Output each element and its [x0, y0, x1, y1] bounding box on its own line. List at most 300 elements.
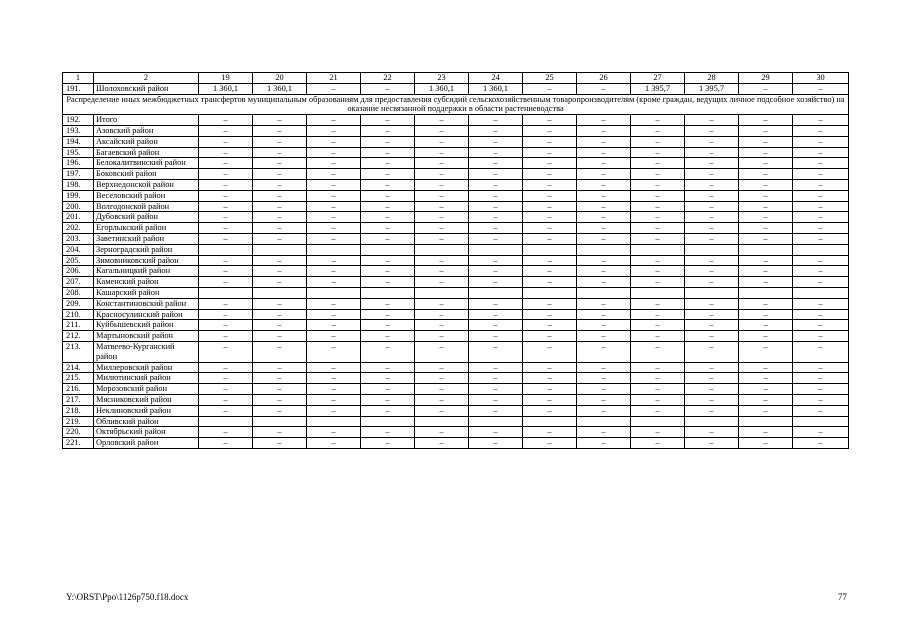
value-cell: –	[307, 394, 361, 405]
value-cell: –	[199, 384, 253, 395]
value-cell: –	[631, 136, 685, 147]
value-cell: –	[739, 384, 793, 395]
value-cell	[523, 287, 577, 298]
value-cell: –	[307, 147, 361, 158]
row-number: 219.	[63, 416, 94, 427]
value-cell: –	[577, 179, 631, 190]
value-cell: –	[631, 255, 685, 266]
value-cell	[685, 287, 739, 298]
value-cell: –	[631, 405, 685, 416]
row-number: 216.	[63, 384, 94, 395]
value-cell	[469, 244, 523, 255]
value-cell: –	[253, 147, 307, 158]
value-cell: –	[361, 233, 415, 244]
value-cell: –	[469, 190, 523, 201]
district-name: Мартыновский район	[94, 331, 199, 342]
row-number: 198.	[63, 179, 94, 190]
table-row	[63, 287, 849, 298]
value-cell: –	[577, 147, 631, 158]
value-cell: –	[739, 277, 793, 288]
value-cell: –	[685, 341, 739, 362]
header-cell: 29	[739, 73, 793, 84]
value-cell: –	[577, 233, 631, 244]
value-cell: –	[307, 190, 361, 201]
row-number: 200.	[63, 201, 94, 212]
value-cell: –	[739, 169, 793, 180]
value-cell: –	[307, 298, 361, 309]
value-cell: –	[253, 331, 307, 342]
value-cell: –	[577, 394, 631, 405]
table-row	[63, 115, 849, 126]
value-cell: –	[253, 373, 307, 384]
value-cell: –	[199, 115, 253, 126]
value-cell: –	[577, 320, 631, 331]
row-number: 205.	[63, 255, 94, 266]
value-cell	[577, 416, 631, 427]
district-name: Шолоховский район	[94, 83, 199, 94]
table-row	[63, 298, 849, 309]
value-cell	[199, 287, 253, 298]
row-number: 217.	[63, 394, 94, 405]
value-cell: –	[739, 427, 793, 438]
row-number: 209.	[63, 298, 94, 309]
value-cell: –	[739, 125, 793, 136]
value-cell: –	[307, 427, 361, 438]
value-cell: –	[307, 136, 361, 147]
district-name: Зерноградский район	[94, 244, 199, 255]
value-cell: –	[469, 384, 523, 395]
table-row	[63, 320, 849, 331]
value-cell: –	[199, 212, 253, 223]
value-cell: –	[739, 255, 793, 266]
value-cell: –	[793, 341, 849, 362]
value-cell: –	[415, 320, 469, 331]
value-cell: –	[415, 201, 469, 212]
value-cell: –	[307, 341, 361, 362]
value-cell	[361, 244, 415, 255]
value-cell: –	[685, 277, 739, 288]
value-cell: –	[415, 362, 469, 373]
value-cell: –	[199, 201, 253, 212]
value-cell: –	[793, 233, 849, 244]
table-row	[63, 309, 849, 320]
value-cell: –	[631, 201, 685, 212]
value-cell: –	[361, 201, 415, 212]
row-number: 213.	[63, 341, 94, 362]
value-cell	[523, 416, 577, 427]
header-cell: 19	[199, 73, 253, 84]
section-title: Распределение иных межбюджетных трансфертов муниципальным образованиям для предоставления субсидий сельскохозяйственным товаропроизводителям (кроме граждан, ведущих личное подсобное хозяйство) на оказание несвязанной поддержки в области растениеводства	[63, 94, 849, 115]
row-number: 221.	[63, 438, 94, 449]
value-cell: –	[469, 158, 523, 169]
header-cell: 22	[361, 73, 415, 84]
value-cell: –	[469, 373, 523, 384]
value-cell: –	[361, 405, 415, 416]
value-cell: –	[631, 298, 685, 309]
value-cell	[793, 416, 849, 427]
value-cell: –	[739, 438, 793, 449]
value-cell: –	[307, 438, 361, 449]
value-cell: –	[523, 341, 577, 362]
value-cell: –	[307, 169, 361, 180]
table-row	[63, 190, 849, 201]
table-row	[63, 169, 849, 180]
value-cell: –	[793, 266, 849, 277]
value-cell: –	[577, 373, 631, 384]
value-cell: –	[307, 125, 361, 136]
value-cell: –	[793, 115, 849, 126]
value-cell	[199, 416, 253, 427]
value-cell	[631, 416, 685, 427]
district-name: Азовский район	[94, 125, 199, 136]
value-cell: –	[307, 201, 361, 212]
value-cell: –	[739, 320, 793, 331]
value-cell: –	[739, 405, 793, 416]
value-cell: –	[685, 223, 739, 234]
row-number: 211.	[63, 320, 94, 331]
table-row	[63, 83, 849, 94]
value-cell: 1 360,1	[253, 83, 307, 94]
value-cell: –	[685, 427, 739, 438]
value-cell: –	[577, 223, 631, 234]
district-name: Мясниковский район	[94, 394, 199, 405]
value-cell: –	[577, 384, 631, 395]
value-cell: –	[793, 427, 849, 438]
value-cell: –	[253, 298, 307, 309]
value-cell: –	[307, 277, 361, 288]
value-cell: –	[253, 341, 307, 362]
value-cell: –	[685, 266, 739, 277]
value-cell: –	[523, 298, 577, 309]
row-number: 208.	[63, 287, 94, 298]
district-name: Багаевский район	[94, 147, 199, 158]
value-cell: –	[685, 201, 739, 212]
value-cell: –	[469, 169, 523, 180]
value-cell: –	[523, 158, 577, 169]
header-cell: 26	[577, 73, 631, 84]
value-cell	[253, 287, 307, 298]
district-name: Обливский район	[94, 416, 199, 427]
district-name: Милютинский район	[94, 373, 199, 384]
district-name: Итого	[94, 115, 199, 126]
value-cell: –	[793, 147, 849, 158]
value-cell: –	[739, 394, 793, 405]
value-cell: –	[523, 309, 577, 320]
value-cell: –	[199, 233, 253, 244]
value-cell: –	[685, 394, 739, 405]
row-number: 212.	[63, 331, 94, 342]
value-cell: –	[793, 169, 849, 180]
header-cell: 24	[469, 73, 523, 84]
value-cell	[415, 287, 469, 298]
value-cell: –	[469, 331, 523, 342]
value-cell: –	[253, 190, 307, 201]
value-cell: –	[253, 212, 307, 223]
value-cell: –	[523, 201, 577, 212]
value-cell: –	[685, 179, 739, 190]
value-cell: –	[469, 255, 523, 266]
value-cell: –	[307, 309, 361, 320]
row-number: 204.	[63, 244, 94, 255]
section-row	[63, 94, 849, 115]
value-cell	[685, 244, 739, 255]
value-cell: –	[469, 147, 523, 158]
value-cell: –	[685, 136, 739, 147]
value-cell: –	[631, 384, 685, 395]
value-cell: –	[415, 384, 469, 395]
value-cell: –	[199, 169, 253, 180]
value-cell: –	[361, 212, 415, 223]
value-cell: –	[685, 158, 739, 169]
value-cell: –	[415, 233, 469, 244]
value-cell: –	[685, 362, 739, 373]
value-cell: –	[307, 362, 361, 373]
value-cell: –	[685, 373, 739, 384]
value-cell: 1 395,7	[685, 83, 739, 94]
row-number: 206.	[63, 266, 94, 277]
value-cell: –	[793, 125, 849, 136]
value-cell	[307, 244, 361, 255]
value-cell: –	[199, 362, 253, 373]
district-name: Волгодонской район	[94, 201, 199, 212]
value-cell: –	[361, 169, 415, 180]
value-cell: –	[793, 190, 849, 201]
value-cell: –	[361, 115, 415, 126]
value-cell: –	[523, 438, 577, 449]
value-cell: –	[253, 384, 307, 395]
header-cell: 2	[94, 73, 199, 84]
table-row	[63, 179, 849, 190]
value-cell: –	[577, 277, 631, 288]
row-number: 193.	[63, 125, 94, 136]
value-cell: –	[523, 277, 577, 288]
value-cell: –	[523, 125, 577, 136]
value-cell: –	[793, 158, 849, 169]
value-cell: –	[577, 438, 631, 449]
table-row	[63, 362, 849, 373]
value-cell: –	[415, 427, 469, 438]
header-cell: 30	[793, 73, 849, 84]
value-cell: –	[631, 233, 685, 244]
table-row	[63, 438, 849, 449]
row-number: 196.	[63, 158, 94, 169]
footer-file-path: Y:\ORST\Ppo\1126p750.f18.docx	[66, 592, 189, 602]
header-cell: 1	[63, 73, 94, 84]
value-cell: –	[199, 147, 253, 158]
value-cell: –	[577, 266, 631, 277]
value-cell: –	[739, 179, 793, 190]
table-row	[63, 201, 849, 212]
value-cell: –	[523, 405, 577, 416]
value-cell: –	[523, 212, 577, 223]
value-cell: –	[685, 298, 739, 309]
header-cell: 27	[631, 73, 685, 84]
value-cell: –	[415, 115, 469, 126]
value-cell: –	[523, 83, 577, 94]
value-cell: –	[199, 373, 253, 384]
value-cell: –	[793, 373, 849, 384]
district-name: Кагальницкий район	[94, 266, 199, 277]
value-cell	[307, 416, 361, 427]
district-name: Миллеровский район	[94, 362, 199, 373]
value-cell: –	[253, 427, 307, 438]
value-cell: –	[577, 201, 631, 212]
table-row	[63, 158, 849, 169]
header-cell: 23	[415, 73, 469, 84]
value-cell: –	[199, 266, 253, 277]
value-cell: –	[631, 373, 685, 384]
table-row	[63, 125, 849, 136]
value-cell: –	[415, 125, 469, 136]
value-cell: –	[577, 115, 631, 126]
district-name: Матвеево-Курганский район	[94, 341, 199, 362]
value-cell: –	[631, 277, 685, 288]
value-cell: –	[685, 405, 739, 416]
value-cell: –	[361, 331, 415, 342]
value-cell: –	[523, 320, 577, 331]
value-cell: –	[631, 223, 685, 234]
value-cell: –	[199, 438, 253, 449]
value-cell: –	[361, 373, 415, 384]
value-cell: –	[577, 255, 631, 266]
value-cell: –	[685, 147, 739, 158]
value-cell: –	[577, 212, 631, 223]
value-cell: –	[253, 136, 307, 147]
value-cell	[631, 244, 685, 255]
value-cell: 1 395,7	[631, 83, 685, 94]
value-cell: –	[253, 115, 307, 126]
value-cell: –	[577, 405, 631, 416]
value-cell: –	[415, 212, 469, 223]
value-cell: –	[739, 309, 793, 320]
value-cell: –	[199, 298, 253, 309]
value-cell: –	[631, 427, 685, 438]
row-number: 199.	[63, 190, 94, 201]
header-row	[63, 73, 849, 84]
value-cell: –	[199, 125, 253, 136]
header-cell: 20	[253, 73, 307, 84]
value-cell: –	[253, 362, 307, 373]
value-cell: –	[793, 83, 849, 94]
value-cell	[577, 287, 631, 298]
value-cell: –	[199, 394, 253, 405]
value-cell: –	[793, 331, 849, 342]
value-cell: –	[307, 83, 361, 94]
value-cell: –	[793, 277, 849, 288]
value-cell: –	[469, 405, 523, 416]
value-cell: –	[253, 223, 307, 234]
value-cell	[685, 416, 739, 427]
value-cell: –	[415, 438, 469, 449]
value-cell: –	[739, 266, 793, 277]
value-cell	[739, 244, 793, 255]
value-cell: –	[199, 136, 253, 147]
value-cell: –	[361, 320, 415, 331]
value-cell	[415, 244, 469, 255]
district-name: Егорлыкский район	[94, 223, 199, 234]
value-cell: –	[631, 266, 685, 277]
value-cell: –	[469, 125, 523, 136]
value-cell: –	[523, 427, 577, 438]
header-cell: 28	[685, 73, 739, 84]
value-cell: –	[199, 341, 253, 362]
value-cell: –	[577, 298, 631, 309]
value-cell	[415, 416, 469, 427]
table-row	[63, 416, 849, 427]
value-cell: –	[631, 190, 685, 201]
district-name: Морозовский район	[94, 384, 199, 395]
value-cell: –	[793, 438, 849, 449]
value-cell: –	[253, 233, 307, 244]
value-cell	[253, 244, 307, 255]
value-cell: –	[793, 255, 849, 266]
value-cell: –	[415, 341, 469, 362]
district-name: Дубовский район	[94, 212, 199, 223]
value-cell: –	[739, 362, 793, 373]
value-cell: –	[415, 373, 469, 384]
value-cell: –	[793, 384, 849, 395]
value-cell: –	[739, 233, 793, 244]
value-cell: –	[253, 405, 307, 416]
value-cell: –	[415, 405, 469, 416]
value-cell: –	[577, 309, 631, 320]
value-cell: –	[253, 266, 307, 277]
value-cell: –	[199, 158, 253, 169]
district-name: Орловский район	[94, 438, 199, 449]
value-cell: –	[631, 331, 685, 342]
value-cell: –	[361, 341, 415, 362]
value-cell: –	[199, 277, 253, 288]
value-cell	[793, 244, 849, 255]
row-number: 194.	[63, 136, 94, 147]
value-cell: –	[415, 223, 469, 234]
table-row	[63, 136, 849, 147]
value-cell: –	[199, 309, 253, 320]
value-cell: –	[469, 223, 523, 234]
value-cell: –	[253, 394, 307, 405]
value-cell: –	[361, 266, 415, 277]
value-cell: –	[307, 179, 361, 190]
value-cell: –	[739, 136, 793, 147]
value-cell: –	[469, 201, 523, 212]
value-cell: –	[685, 115, 739, 126]
value-cell: –	[199, 179, 253, 190]
value-cell: –	[631, 362, 685, 373]
value-cell: –	[361, 179, 415, 190]
row-number: 195.	[63, 147, 94, 158]
district-name: Неклиновский район	[94, 405, 199, 416]
table-row	[63, 233, 849, 244]
value-cell: –	[361, 362, 415, 373]
value-cell	[361, 287, 415, 298]
value-cell: –	[523, 266, 577, 277]
row-number: 218.	[63, 405, 94, 416]
value-cell: –	[361, 438, 415, 449]
value-cell	[253, 416, 307, 427]
district-name: Аксайский район	[94, 136, 199, 147]
value-cell: –	[793, 201, 849, 212]
budget-table-container	[62, 72, 848, 449]
value-cell: –	[685, 320, 739, 331]
value-cell	[577, 244, 631, 255]
value-cell: –	[469, 438, 523, 449]
value-cell: –	[739, 212, 793, 223]
value-cell: –	[577, 362, 631, 373]
value-cell: –	[631, 125, 685, 136]
value-cell	[307, 287, 361, 298]
value-cell: –	[361, 147, 415, 158]
value-cell: –	[523, 233, 577, 244]
